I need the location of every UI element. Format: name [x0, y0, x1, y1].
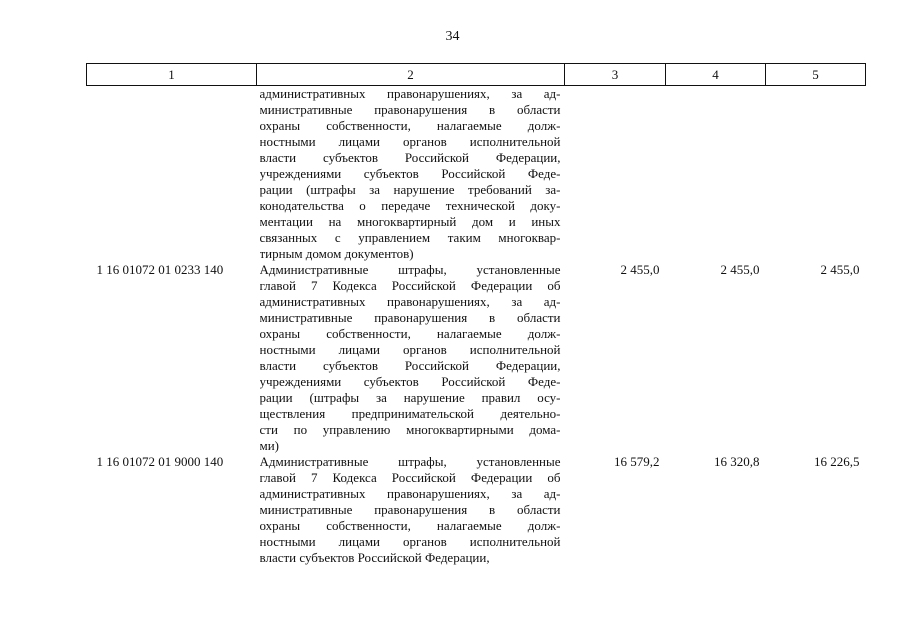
amount-col3 — [565, 86, 666, 263]
description-line: главой 7 Кодекса Российской Федерации об — [259, 470, 561, 485]
description-line: власти субъектов Российской Федерации, — [259, 150, 561, 165]
budget-code — [87, 86, 257, 263]
description-line: ностными лицами органов исполнительной — [259, 342, 561, 357]
description-line: Административные штрафы, установленные — [259, 454, 561, 469]
header-col-1: 1 — [87, 64, 257, 86]
description-line: охраны собственности, налагаемые долж- — [259, 118, 561, 133]
amount-col4 — [666, 86, 766, 263]
table-row — [87, 262, 866, 454]
description-line: административных правонарушениях, за ад- — [259, 486, 561, 501]
amount-col4: 16 320,8 — [714, 454, 760, 469]
description-line: учреждениями субъектов Российской Феде- — [259, 374, 561, 389]
description-line: конодательства о передаче технической доку- — [259, 198, 561, 213]
amount-col5 — [766, 86, 866, 263]
description-line: ностными лицами органов исполнительной — [259, 534, 561, 549]
description-line: учреждениями субъектов Российской Феде- — [259, 166, 561, 181]
amount-col5: 2 455,0 — [820, 262, 860, 277]
table-row — [87, 86, 866, 263]
description-line: ществления предпринимательской деятельно- — [259, 406, 561, 421]
description — [257, 86, 565, 263]
header-col-3: 3 — [565, 64, 666, 86]
description-line: сти по управлению многоквартирными дома- — [259, 422, 561, 437]
description-line: Административные штрафы, установленные — [259, 262, 561, 277]
description-line: рации (штрафы за нарушение требований за- — [259, 182, 561, 197]
description-line: власти субъектов Российской Федерации, — [259, 550, 490, 565]
header-col-5: 5 — [766, 64, 866, 86]
description-line: министративные правонарушения в области — [259, 102, 561, 117]
description-line: власти субъектов Российской Федерации, — [259, 358, 561, 373]
page-number: 34 — [445, 29, 460, 44]
budget-code: 1 16 01072 01 9000 140 — [96, 454, 224, 469]
amount-col3: 2 455,0 — [620, 262, 660, 277]
description-line: тирным домом документов) — [259, 246, 414, 261]
amount-col3: 16 579,2 — [614, 454, 660, 469]
description-line: административных правонарушениях, за ад- — [259, 86, 561, 101]
table-header — [87, 64, 866, 86]
description-line: административных правонарушениях, за ад- — [259, 294, 561, 309]
table-body — [87, 86, 866, 567]
description — [257, 454, 565, 566]
description-line: министративные правонарушения в области — [259, 502, 561, 517]
budget-code: 1 16 01072 01 0233 140 — [96, 262, 224, 277]
description-line: ментации на многоквартирный дом и иных — [259, 214, 561, 229]
description-line: министративные правонарушения в области — [259, 310, 561, 325]
header-col-4: 4 — [666, 64, 766, 86]
table-row — [87, 454, 866, 566]
description-line: главой 7 Кодекса Российской Федерации об — [259, 278, 561, 293]
description — [257, 262, 565, 454]
description-line: охраны собственности, налагаемые долж- — [259, 326, 561, 341]
budget-table — [86, 63, 866, 566]
description-line: охраны собственности, налагаемые долж- — [259, 518, 561, 533]
description-line: ми) — [259, 438, 280, 453]
header-col-2: 2 — [257, 64, 565, 86]
description-line: ностными лицами органов исполнительной — [259, 134, 561, 149]
description-line: рации (штрафы за нарушение правил осу- — [259, 390, 561, 405]
amount-col4: 2 455,0 — [720, 262, 760, 277]
description-line: связанных с управлением таким многоквар- — [259, 230, 561, 245]
header-row — [87, 64, 866, 86]
amount-col5: 16 226,5 — [814, 454, 860, 469]
